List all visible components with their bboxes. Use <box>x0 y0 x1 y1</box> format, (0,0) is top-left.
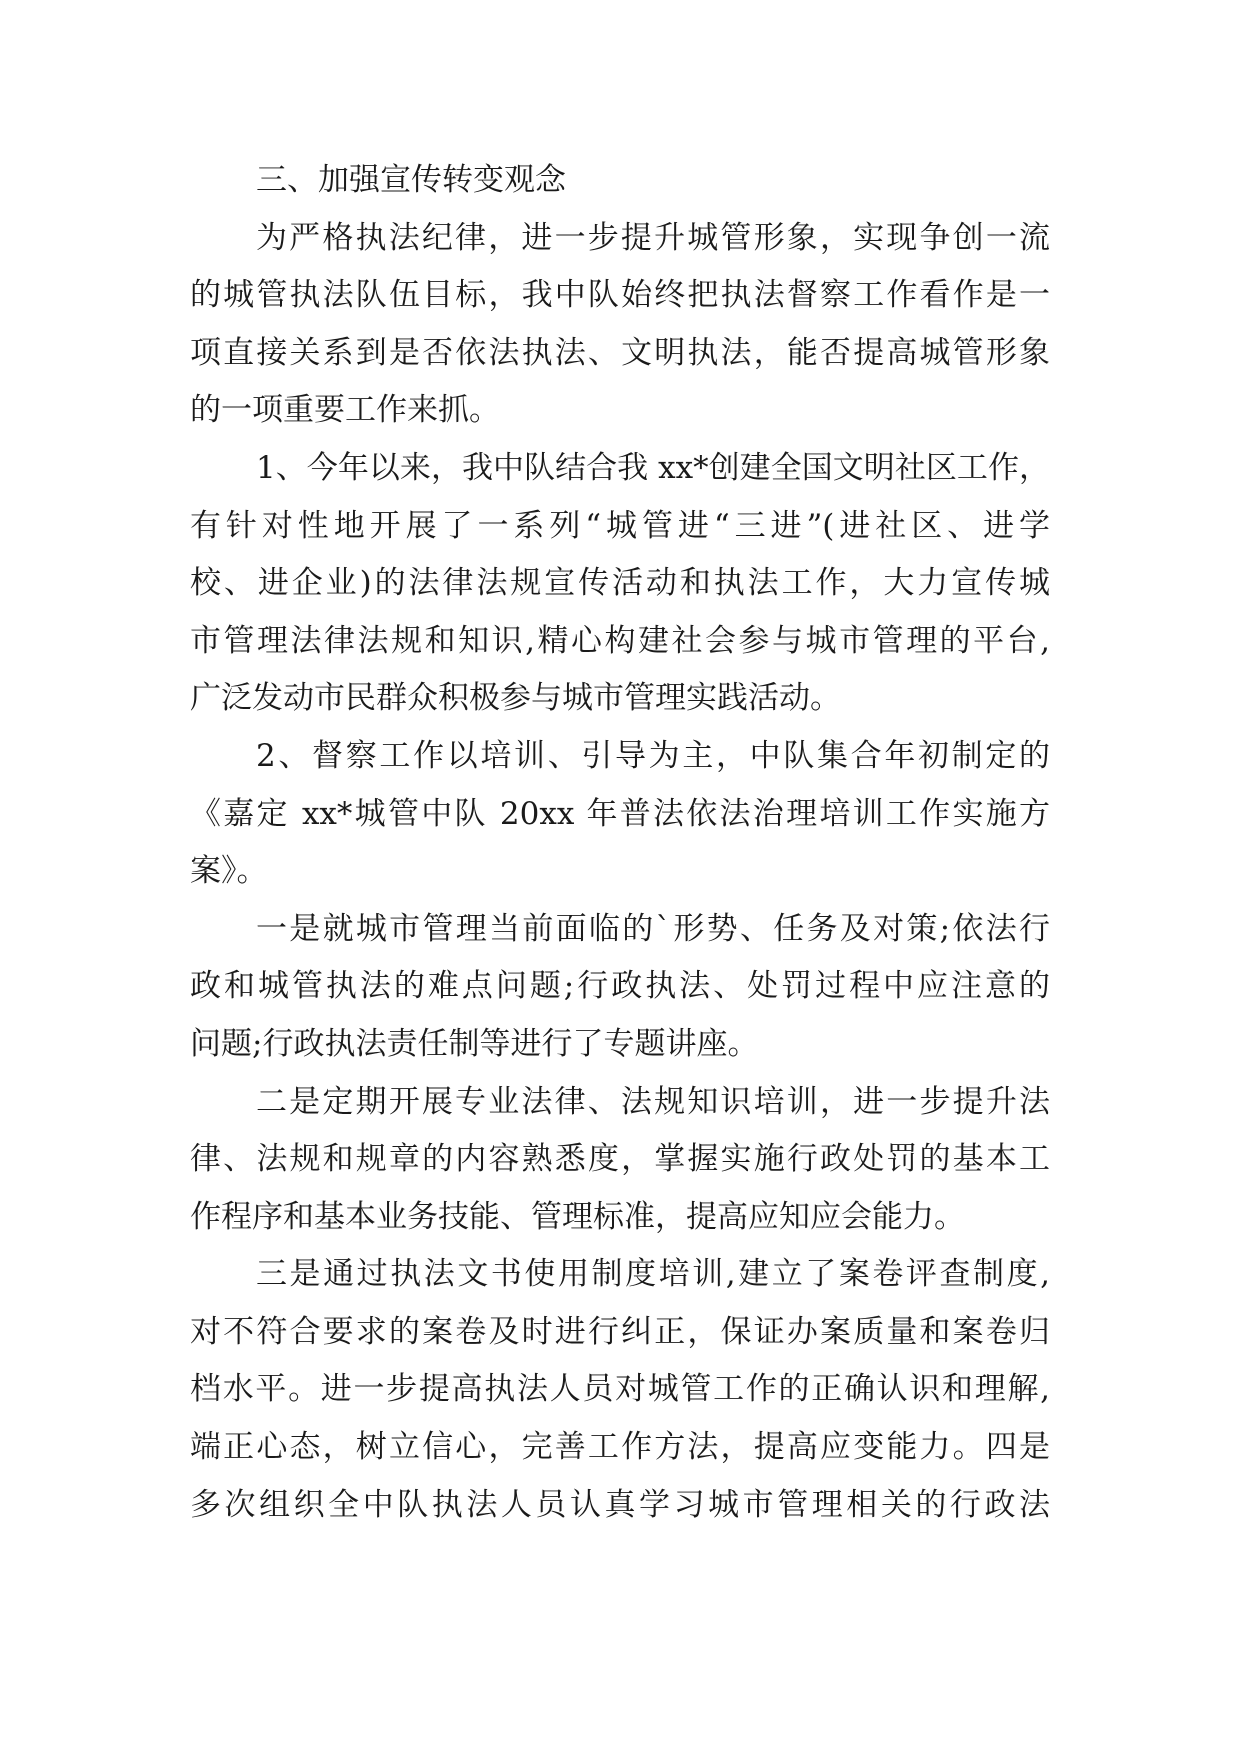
text-line: 律、法规和规章的内容熟悉度，掌握实施行政处罚的基本工 <box>190 1141 1050 1178</box>
text-line: 的城管执法队伍目标，我中队始终把执法督察工作看作是一 <box>190 277 1050 314</box>
text-line: 有针对性地开展了一系列“城管进“三进”(进社区、进学 <box>190 507 1050 544</box>
text-line: 2、督察工作以培训、引导为主，中队集合年初制定的 <box>256 737 1050 774</box>
text-line: 校、进企业)的法律法规宣传活动和执法工作，大力宣传城 <box>190 565 1050 602</box>
text-line: 《嘉定 xx*城管中队 20xx 年普法依法治理培训工作实施方 <box>190 795 1050 832</box>
text-line: 档水平。进一步提高执法人员对城管工作的正确认识和理解, <box>190 1371 1050 1408</box>
text-line: 多次组织全中队执法人员认真学习城市管理相关的行政法 <box>190 1486 1050 1523</box>
text-line: 1、今年以来，我中队结合我 xx*创建全国文明社区工作， <box>256 449 1050 486</box>
text-line: 作程序和基本业务技能、管理标准，提高应知应会能力。 <box>190 1198 965 1235</box>
text-line: 端正心态，树立信心，完善工作方法，提高应变能力。四是 <box>190 1429 1050 1466</box>
text-line: 为严格执法纪律，进一步提升城管形象，实现争创一流 <box>256 219 1050 256</box>
text-line: 二是定期开展专业法律、法规知识培训，进一步提升法 <box>256 1083 1050 1120</box>
text-line: 三、加强宣传转变观念 <box>256 162 566 198</box>
text-line: 一是就城市管理当前面临的`形势、任务及对策;依法行 <box>256 910 1050 947</box>
text-line: 政和城管执法的难点问题;行政执法、处罚过程中应注意的 <box>190 968 1050 1005</box>
text-line: 三是通过执法文书使用制度培训,建立了案卷评查制度, <box>256 1256 1050 1293</box>
text-line: 市管理法律法规和知识,精心构建社会参与城市管理的平台, <box>190 622 1050 659</box>
text-line: 案》。 <box>190 853 268 890</box>
text-line: 的一项重要工作来抓。 <box>190 392 500 429</box>
text-line: 广泛发动市民群众积极参与城市管理实践活动。 <box>190 680 841 717</box>
text-line: 项直接关系到是否依法执法、文明执法，能否提高城管形象 <box>190 334 1050 371</box>
text-line: 对不符合要求的案卷及时进行纠正，保证办案质量和案卷归 <box>190 1313 1050 1350</box>
text-line: 问题;行政执法责任制等进行了专题讲座。 <box>190 1025 759 1062</box>
document-body <box>190 152 1050 1534</box>
